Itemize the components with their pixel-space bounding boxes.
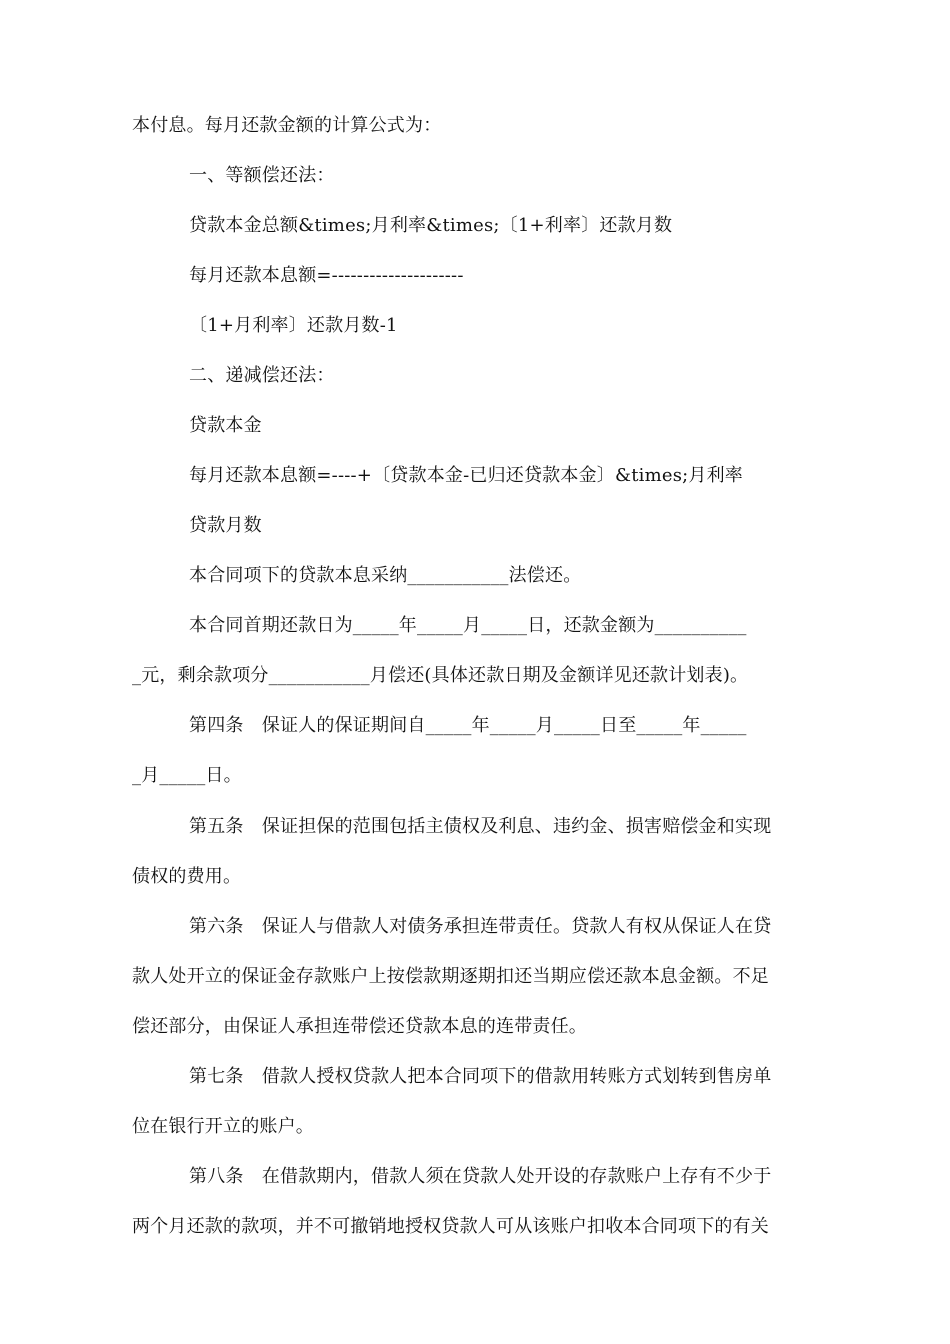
- text-line: 偿还部分，由保证人承担连带偿还贷款本息的连带责任。: [132, 1016, 587, 1037]
- text-line: 第五条 保证担保的范围包括主债权及利息、违约金、损害赔偿金和实现: [189, 816, 772, 837]
- text-line: 位在银行开立的账户。: [132, 1116, 314, 1137]
- text-line: 贷款本金: [189, 415, 262, 436]
- text-line: 第四条 保证人的保证期间自_____年_____月_____日至_____年_____: [189, 715, 747, 736]
- text-line: 一、等额偿还法：: [189, 165, 335, 186]
- text-line: 二、递减偿还法：: [189, 365, 335, 386]
- text-line: 款人处开立的保证金存款账户上按偿款期逐期扣还当期应偿还款本息金额。不足: [132, 966, 769, 987]
- text-line: 贷款本金总额&times;月利率&times;〔1+利率〕还款月数: [189, 215, 673, 236]
- text-line: 第七条 借款人授权贷款人把本合同项下的借款用转账方式划转到售房单: [189, 1066, 772, 1087]
- text-line: 贷款月数: [189, 515, 262, 536]
- text-line: _元，剩余款项分___________月偿还(具体还款日期及金额详见还款计划表)。: [132, 665, 749, 686]
- text-line: 本合同项下的贷款本息采纳___________法偿还。: [189, 565, 582, 586]
- text-line: 第八条 在借款期内，借款人须在贷款人处开设的存款账户上存有不少于: [189, 1166, 772, 1187]
- text-line: 本付息。每月还款金额的计算公式为：: [132, 115, 442, 136]
- text-line: 债权的费用。: [132, 866, 242, 887]
- text-line: 两个月还款的款项，并不可撤销地授权贷款人可从该账户扣收本合同项下的有关: [132, 1216, 769, 1237]
- text-line: 〔1+月利率〕还款月数-1: [189, 315, 398, 336]
- text-line: _月_____日。: [132, 765, 242, 786]
- text-line: 每月还款本息额=----+〔贷款本金-已归还贷款本金〕&times;月利率: [189, 465, 744, 486]
- text-line: 每月还款本息额=---------------------: [189, 265, 464, 286]
- text-line: 第六条 保证人与借款人对债务承担连带责任。贷款人有权从保证人在贷: [189, 916, 772, 937]
- text-line: 本合同首期还款日为_____年_____月_____日，还款金额为__________: [189, 615, 747, 636]
